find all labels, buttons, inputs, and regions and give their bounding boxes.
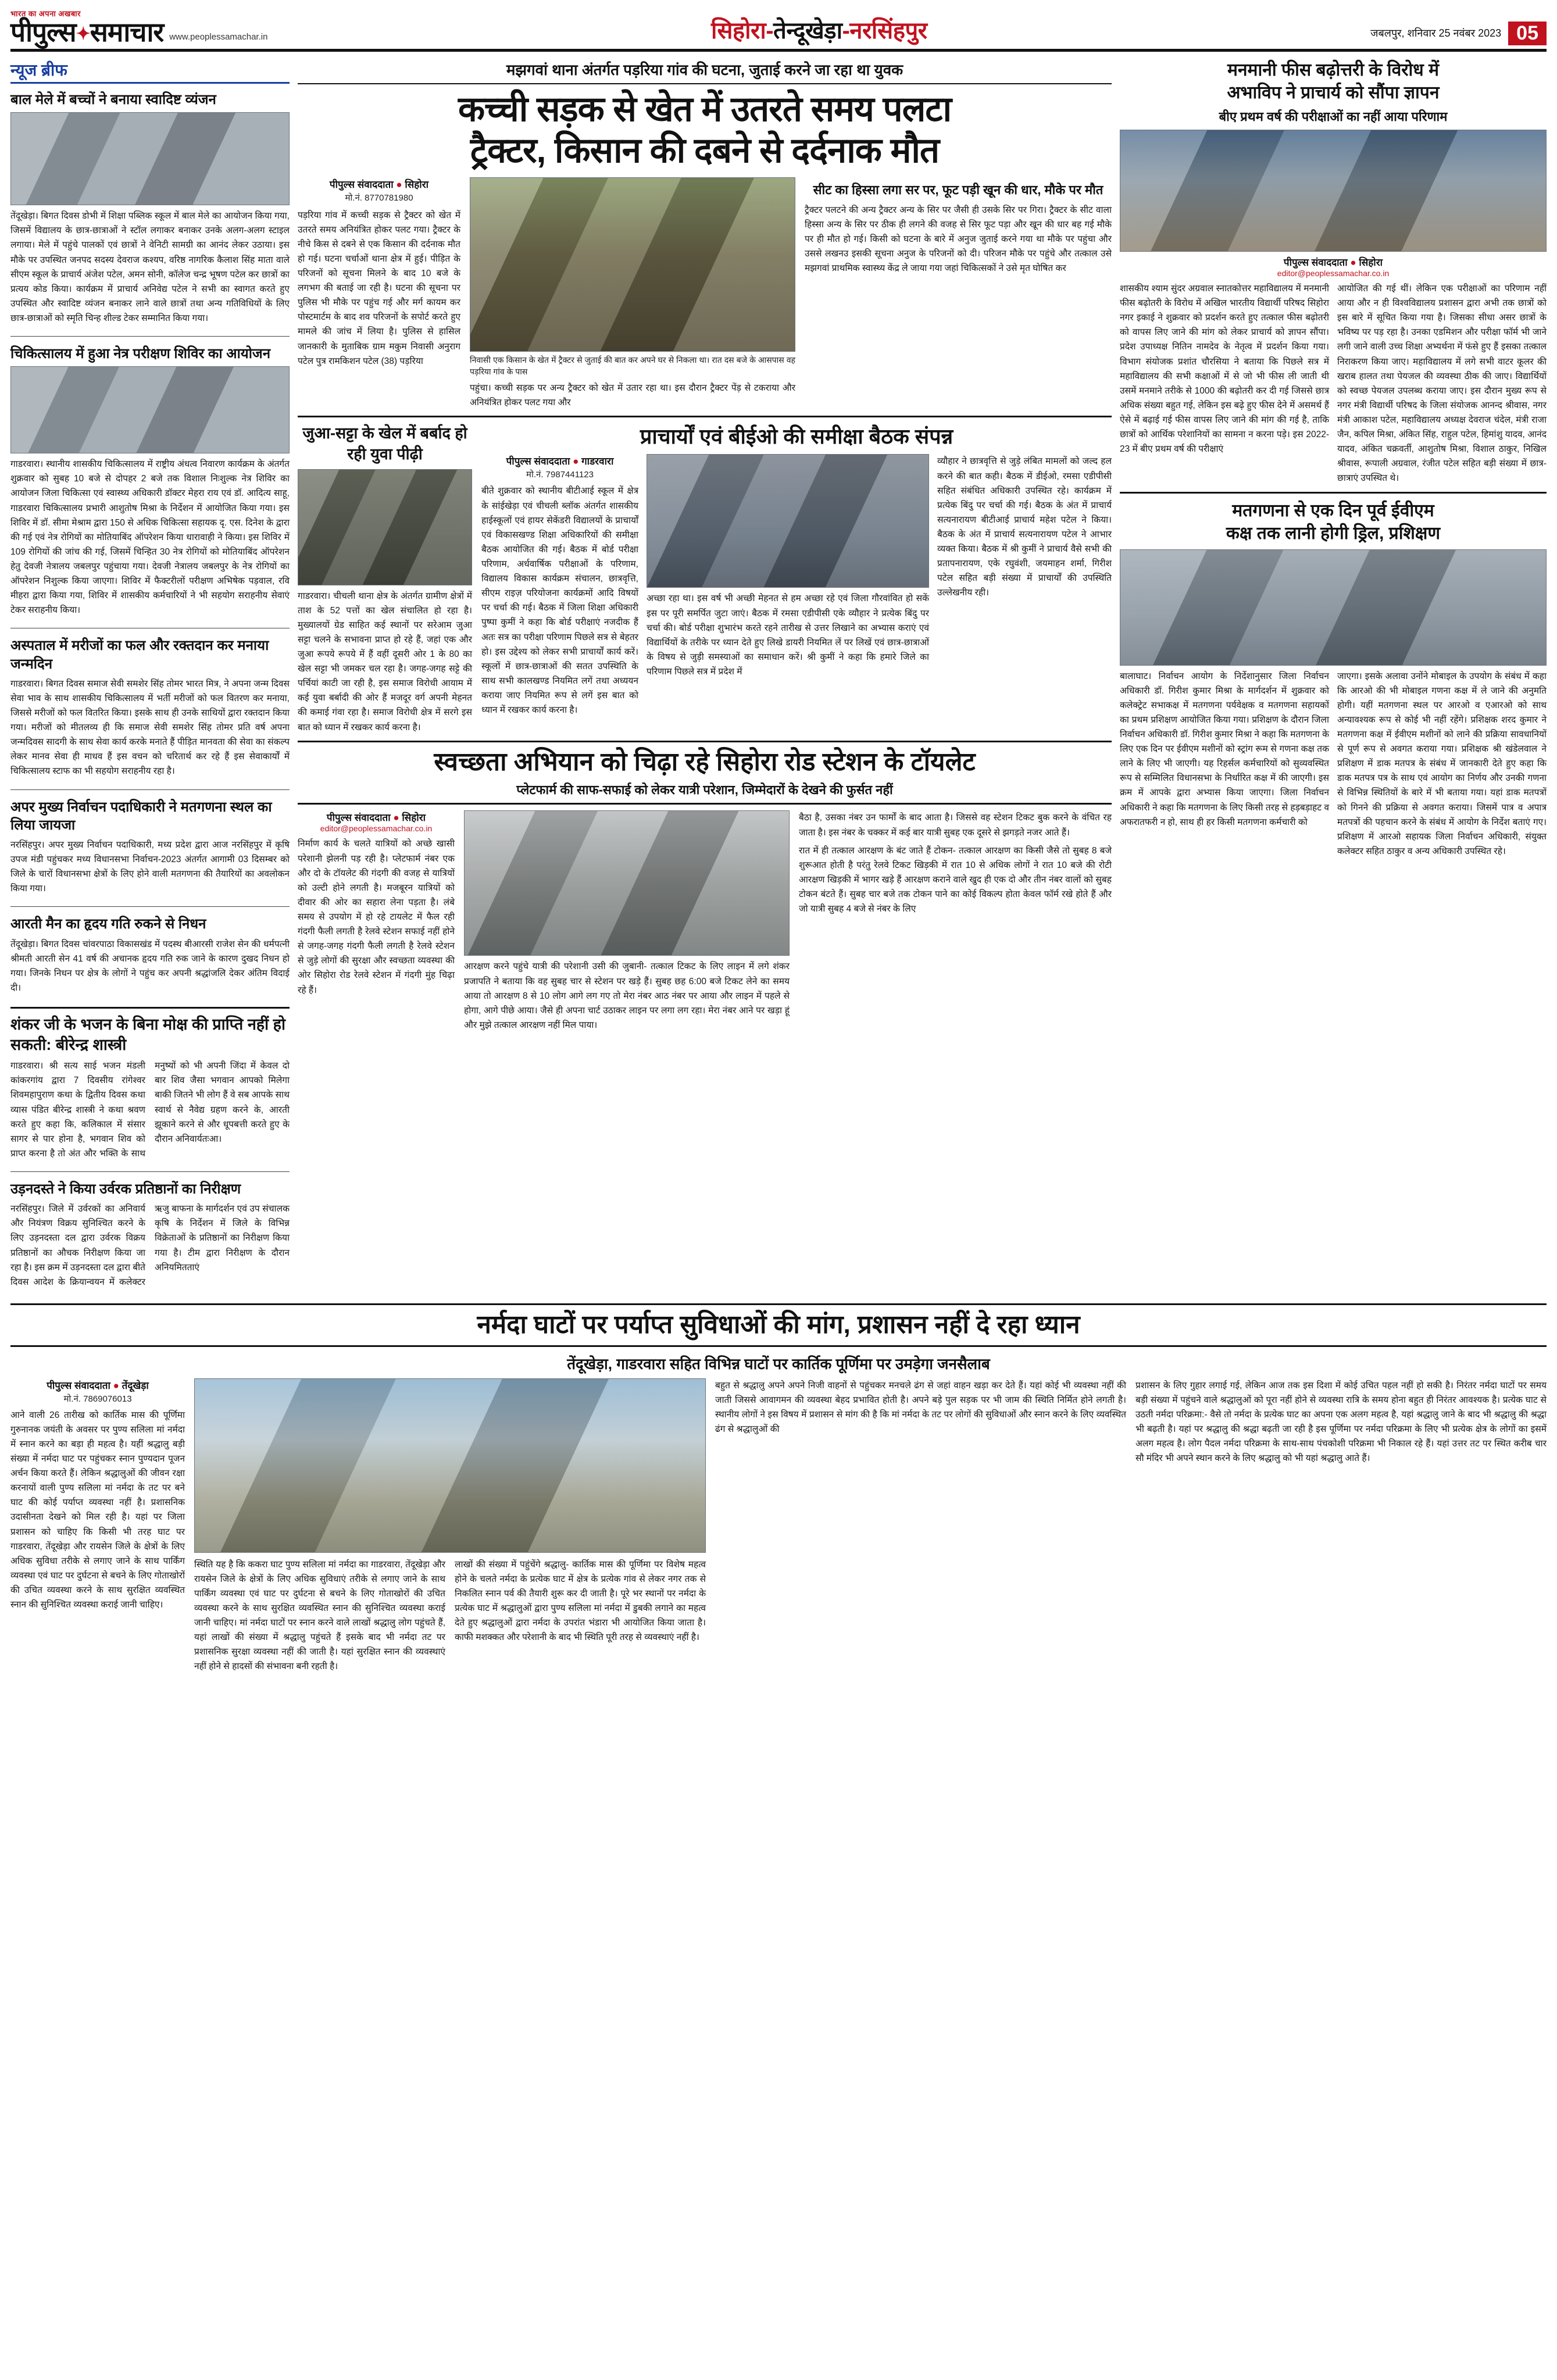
fee-protest-story (1120, 59, 1547, 486)
newspaper-logo (10, 8, 267, 45)
students-protest-photo (1120, 130, 1547, 252)
narmada-body (10, 1378, 1547, 1674)
brief-text: तेंदूखेड़ा। बिगत दिवस चांवरपाठा विकासखंड में पदस्थ बीआरसी राजेश सेन की धर्मपत्नी श्रीमती आरती सेन 41 वर्ष की अचानक हृदय गति रुक जाने के कारण दुखद निधन हो गया। जिनके निधन पर क्षेत्र के लोगों ने पहुंच कर अपनी श्रद्धांजलि देकर अंतिम विदाई दी। (10, 939, 290, 993)
narmada-ghat-photo (194, 1378, 706, 1553)
masthead-right (1370, 22, 1547, 45)
reporter-email: editor@peoplessamachar.co.in (1277, 269, 1390, 278)
lead-text: पहुंचा। कच्ची सड़क पर अन्य ट्रैक्टर को खेत में उतार रहा था। इस दौरान ट्रैक्टर पेंड़ से टकराया और अनियंत्रित होकर पलट गया और (470, 383, 795, 408)
divider (10, 906, 290, 907)
overturned-tractor-photo (470, 177, 795, 352)
review-text: अच्छा रहा था। इस वर्ष भी अच्छी मेहनत से हम अच्छा रहे एवं जिला गौरवांवित हो सकें इस पर पूरी समर्पित जुटा जाएं। बैठक में रमसा एडीपीसी एके व्यौहार ने प्रत्येक बिंदु पर चर्चा की। बोर्ड परीक्षा शुभारंभ करते रहने तारीख से उत्तर लिखाने का अभ्यास कराएं एवं विद्यार्थियों के तरीके पर ध्यान देते हुए लिखे डायरी नियमित लें पर लिखें एवं छात्र-छात्राओं के विषय से जुड़ी समस्याओं का समाधान करें। श्री कुमीं ने कहा कि हमारे जिले का परिणाम पिछले सत्र में प्रदेश में (647, 594, 929, 677)
narmada-text: स्थिति यह है कि ककरा घाट पुण्य सलिला मां नर्मदा का गाडरवारा, तेंदूखेड़ा और रायसेन जिले के क्षेत्रों के लिए अधिक सुविधाएं तरीके से लगाए जाने के साथ पार्किंग व्यवस्था एवं घाट पर दुर्घटना से बचने के लिए गोताखोरों की उचित व्यवस्था करने के साथ सुरक्षित व्यवस्थित स्नान की सुनिश्चित व्यवस्था कराई जानी चाहिए। मां नर्मदा घाटों पर स्नान करने वाले लाखों श्रद्धालु लोग पहुंचते हैं, यहां लाखों की संख्या में श्रद्धालु पहुंचते हैं इसके बाद भी नर्मदा तट पर प्रशासनिक सुरक्षा व्यवस्था नहीं की जाती है। यहां सुरक्षित स्नान की व्यवस्थाएं नहीं होने से हादसों की संभावना बनी रहती है। (194, 1559, 445, 1672)
toilet-text: निर्माण कार्य के चलते यात्रियों को अच्छे खासी परेशानी झेलनी पड़ रही है। प्लेटफार्म नंबर एक और दो के टॉयलेट की गंदगी की वजह से यात्रियों को उल्टी होने लगती है। मजबूरन यात्रियों को दीवार की ओर का सहारा लेना पड़ता है। लंबे समय से उपयोग में हो रहे टायलेट में फैल रही गंदगी फैली लगती है रेलवे स्टेशन सफाई नहीं होने से जगह-जगह गंदगी फैली लगती है रेलवे स्टेशन से जुड़े लोगों की सुरक्षा और स्वच्छता व्यवस्था की ओर सिहोरा रोड रेलवे स्टेशन में गंदगी मुंह चिढ़ा रहे हैं। (298, 839, 455, 995)
review-text: व्यौहार ने छात्रवृत्ति से जुड़े लंबित मामलों को जल्द हल करने की बात कही। बैठक में डीईओ, रमसा एडीपीसी सहित संबंधित अधिकारी उपस्थित रहे। कार्यक्रम में प्रत्येक बिंदु पर चर्चा की गई। बैठक के अंत में प्राचार्य सत्यनारायण बीटीआई प्राचार्य महेश पटेल ने किया। बैठक के अंत में प्राचार्य सत्यनारायण पटेल ने आभार व्यक्त किया। बैठक में श्री कुमीं ने प्राचार्य वैसे सभी की प्रतापनारायण, एके रघुवंशी, जयमाहन शर्मा, गिरीश पटेल सहित बड़ी संख्या में प्राचार्यों की उपस्थिति उल्लेखनीय रही। (937, 456, 1112, 598)
brief-text: तेंदूखेड़ा। बिगत दिवस डोभी में शिक्षा पब्लिक स्कूल में बाल मेले का आयोजन किया गया, जिसमें विद्यालय के छात्र-छात्राओं ने स्टॉल लगाकर बनाकर उनके अलग-अलग स्टाइल लगाया। मेले में पहुंचे पालकों एवं छात्रों ने वेनिटी सामग्री का आनंद लेकर उठाया। इस मौके पर उपस्थित जनपद सदस्य देवराज कश्यप, वरिष्ठ नागरिक कैलाश सिंह माता वाले सीएम स्कूल के प्राचार्य अंजेश पटेल, अमन सोनी, कॉलेज चन्द्र भूषण पटेल कर छात्रों का प्रत्यय कोड किया। कार्यक्रम में प्राचार्य अनिवेद्य पटेल ने सभी का स्वागत करते हुए उपस्थित और स्वादिष्ट व्यंजन बनाकर लाने वाले छात्रों तथा अन्य गतिविधियों के लिए छात्र-छात्राओं को स्मृति चिन्ह शील्ड टेकर सम्मानित किया गया। (10, 211, 290, 323)
website-url[interactable]: www.peoplessamachar.in (169, 32, 268, 42)
brief-item (10, 1014, 290, 1161)
lead-text: ट्रैक्टर पलटने की अन्य ट्रैक्टर अन्य के सिर पर जैसी ही उसके सिर पर गिरा। ट्रैक्टर के सीट वाला हिस्सा अन्य के सिर पर ठीक ही लगने की वजह से सिर फूट पड़ा और खून की धार बह गई मौके पर ही मौत हो गई। किसी को घटना के बारे में अनुज जुताई करने गया था मौके पर पहुंचा और उससे लखनउ इसकी सूचना अनुज के परिजनों को दी। परिजन मौके पर पहुंचे और तत्काल उसे मझगवां प्राथमिक स्वास्थ्य केंद्र ले जाया गया जहां चिकित्सकों ने उसे मृत घोषित कर (805, 205, 1112, 274)
brief-title: चिकित्सालय में हुआ नेत्र परीक्षण शिविर का आयोजन (10, 346, 271, 362)
evm-text: बालाघाट। निर्वाचन आयोग के निर्देशानुसार जिला निर्वाचन अधिकारी डॉ. गिरीश कुमार मिश्रा के मार्गदर्शन में शुक्रवार को कलेक्ट्रेट सभाकक्ष में मतगणना पर्यवेक्षक व मतगणना सहायकों का प्रथम प्रशिक्षण आयोजित किया गया। प्रशिक्षण के दौरान जिला निर्वाचन अधिकारी डॉ. गिरीश कुमार मिश्रा ने कहा कि मतगणना के लिए एक दिन पर ईवीएम मशीनों को स्ट्रांग रूम से गणना कक्ष तक लाने के लिए भी जाएगी। यह रिहर्सल कर्मचारियों को सुव्यवस्थित रूप से सम्मिलित विधानसभा के निर्धारित कक्ष में की जाएगी। इस क्रम में आपके द्वारा अभ्यास किया जाएगा। जिला निर्वाचन अधिकारी ने कहा कि मतगणना के लिए किसी तरह से हड़बड़ाहट व अफरातफरी न हो, साथ ही हर किसी मतगणना कर्मचारी को (1120, 671, 1329, 827)
brief-title: बाल मेले में बच्चों ने बनाया स्वादिष्ट व्यंजन (10, 92, 216, 108)
reporter-contact: मो.नं. 7987441123 (526, 470, 594, 480)
narmada-subhead: तेंदूखेड़ा, गाडरवारा सहित विभिन्न घाटों पर कार्तिक पूर्णिमा पर उमड़ेगा जनसैलाब (567, 1355, 990, 1373)
eye-camp-photo (10, 366, 290, 453)
brief-item (10, 912, 290, 995)
logo-title: पीपुल्स✦समाचार (10, 17, 164, 47)
right-column (1120, 59, 1547, 1295)
brief-text: गाडरवारा। श्री सत्य साई भजन मंडली कांकरगांय द्वारा 7 दिवसीय रांगेश्वर शिवमहापुराण कथा के द्वितीय दिवस कथा व्यास पंडित बीरेन्द्र शास्त्री ने कथा श्रवण करते हुए कहा कि, कलिकाल में संसार सागर से पार होना है, भगवान शिव को प्राप्त करना है तो अंत और भक्ति के साथ मनुष्यों को भी अपनी जिंदा में केवल दो बार शिव जैसा भगवान आपको मिलेगा बाकी जितने भी लोग हैं वे सब आपके साथ स्वार्थ से नैवेद्य ग्रहण करने के, आरती झूकाने करने से और धूपबत्ती करते हुए के दौरान अनिवार्यतःआ। (10, 1061, 290, 1159)
gambling-headline: जुआ-सट्टा के खेल में बर्बाद हो रही युवा पीढ़ी (302, 424, 467, 463)
brief-title: अपर मुख्य निर्वाचन पदाधिकारी ने मतगणना स्थल का लिया जायजा (10, 799, 272, 833)
station-toilet-subhead: प्लेटफार्म की साफ-सफाई को लेकर यात्री परेशान, जिम्मेदारों के देखने की फुर्सत नहीं (516, 782, 893, 798)
divider (10, 789, 290, 790)
evm-text: जाएगा। इसके अलावा उनोंने मोबाइल के उपयोग के संबंध में कहा कि आरओ की भी मोबाइल गणना कक्ष में ले जाने की अनुमति होगी। यहीं मतगणना स्थल पर आरओ व एआरओ को साथ अन्यावश्यक रूप से कोई भी नहीं रहेंगे। प्रशिक्षक शरद कुमार ने मतगणना कक्ष में ईवीएम मशीनों को लाने की प्रक्रिया सावधानियों से पूर्ण रूप से अवगत कराया गया। प्रशिक्षक श्री खंडेलवाल ने प्रशिक्षण में डाक मतपत्र के संबंध में जानकारी देते हुए कहा कि डाक मतपत्र पत्र के साथ एवं आयोग का निर्णय और उनकी गणना से विभिन्न स्थितियों के बारे में भी बताया गया। यहां डाक मतपत्रों को गिनने की प्रक्रिया से अवगत कराया। जिसमें पात्र व अपात्र मतपत्रों की पहचान करने के संबंध में आयोग के निर्देश बताएं गए। प्रशिक्षण में आरओ सहायक जिला निर्वाचन अधिकारी, संयुक्त कलेक्टर सहित ठाकुर व अन्य अधिकारी उपस्थित रहे। (1337, 671, 1547, 856)
brief-text: गाडरवारा। बिगत दिवस समाज सेवी समशेर सिंह तोमर भारत मित्र, ने अपना जन्म दिवस सेवा भाव के साथ शासकीय चिकित्सालय में भर्ती मरीजों को फल वितरण कर मनाया, जिससे मरीजों को फल वितरित किया। इसके साथ ही उनके साथियों द्वारा रक्तदान किया गया। मरीजों को मीतलव्य ही कि समाज सेवी समशेर सिंह तोमर प्रति वर्ष अपना जन्मदिवस सादगी के साथ सेवा कार्य करके मनाते हैं पीड़ित मानवता की सेवा का संकल्प लेकर मानव सेवा ही माधव हैं इस वचन को चरितार्थ कर रहे हैं इस सेवाकार्यों में चिकित्सालय स्टाफ का भी सहयोग सराहनीय रहा है। (10, 678, 290, 777)
news-brief-badge: न्यूज ब्रीफ (10, 59, 290, 84)
page-number: 05 (1508, 22, 1547, 45)
brief-title: उड़नदस्ते ने किया उर्वरक प्रतिष्ठानों का निरीक्षण (10, 1181, 241, 1197)
gambling-story (298, 423, 472, 734)
brief-item (10, 633, 290, 778)
logo-tagline: भारत का अपना अखबार (10, 9, 81, 18)
station-toilet-body (298, 810, 1112, 1032)
brief-item (10, 1177, 290, 1289)
station-toilet-photo (464, 810, 790, 956)
brief-item (10, 795, 290, 896)
lead-subhead: सीट का हिस्सा लगा सर पर, फूट पड़ी खून की धार, मौके पर मौत (813, 182, 1104, 197)
photo-caption: निवासी एक किसान के खेत में ट्रैक्टर से जुताई की बात कर अपने घर से निकला था। रात दस बजे के आसपास वह पड़रिया गांव के पास (470, 355, 795, 376)
main-grid (10, 59, 1547, 1295)
reporter-contact: मो.नं. 7869076013 (63, 1393, 132, 1404)
review-headline: प्राचार्यों एवं बीईओ की समीक्षा बैठक संपन्न (640, 424, 954, 449)
brief-item (10, 87, 290, 326)
station-toilet-headline: स्वच्छता अभियान को चिढ़ा रहे सिहोरा रोड स्टेशन के टॉयलेट (434, 747, 976, 776)
byline: पीपुल्स संवाददाता ● गाडरवारा (506, 456, 614, 467)
divider (10, 1007, 290, 1009)
fee-protest-headline: मनमानी फीस बढ़ोत्तरी के विरोध में अभाविप ने प्राचार्य को सौंपा ज्ञापन (1227, 60, 1440, 102)
lead-story (298, 59, 1112, 410)
station-toilet-story-head (298, 741, 1112, 805)
divider (298, 416, 1112, 417)
evm-training-story (1120, 499, 1547, 859)
byline: पीपुल्स संवाददाता ● तेंदूखेड़ा (47, 1380, 149, 1391)
news-brief-column (10, 59, 290, 1295)
narmada-text: प्रशासन के लिए गुहार लगाई गई, लेकिन आज तक इस दिशा में कोई उचित पहल नहीं हो सकी है। निरंतर नर्मदा घाटों पर समय बड़ी संख्या में पहुंचने वाले श्रद्धालुओं को पूरा नहीं होने से व्यवस्था रात्रि के समय होना बहुत ही निरंतर आवश्यक है। प्रत्येक घाट से उठती नर्मदा परिक्रमा:- वैसे तो नर्मदा के प्रत्येक घाट का अपना एक अलग महत्व है, यहां श्रद्धालु जाने के बाद भी श्रद्धालु की श्रद्धा भी बढ़ती है। यहां पर श्रद्धालु की श्रद्धा बढ़ती जा रही है इस पूर्णिमा पर नर्मदा परिक्रमा के लिए भी प्रत्येक क्षेत्र के लोगों का इसमें अलग महत्व है। लोग पैदल नर्मदा परिक्रमा के साथ-साथ पंचकोशी परिक्रमा भी निकाल रहे हैं। यहां उत्तर तट पर स्थित करीब चार सौ मंदिर भी अपने स्थान करने के लिए श्रद्धालु को भी यहां श्रद्धालु आते हैं। (1135, 1380, 1547, 1464)
byline: पीपुल्स संवाददाता ● सिहोरा (1283, 257, 1383, 268)
divider (1120, 492, 1547, 494)
toilet-text: बैठा है, उसका नंबर उन फार्मों के बाद आता है। जिससे वह स्टेशन टिकट बुक करने के वंचित रह जाता है। इस नंबर के चक्कर में कई बार यात्री सुबह एक दूसरे से झगड़ते नजर आते हैं। (799, 813, 1112, 838)
narmada-text: आने वाली 26 तारीख को कार्तिक मास की पूर्णिमा गुरुनानक जयंती के अवसर पर पुण्य सलिला मां नर्मदा में स्नान करने का बड़ा ही महत्व है। यहीं श्रद्धालु बड़ी संख्या में नर्मदा घाट पर पहुंचकर स्नान पुण्यदान पूजन अर्चन किया करते हैं। लेकिन श्रद्धालुओं की जीवन रक्षा करनायों वाली पुण्य सलिला मां नर्मदा के तट पर बने घाट की कोई पर्याप्त व्यवस्था नहीं है। प्रशासनिक उदासीनता देखने को मिल रही है। यहां पर जिला प्रशासन को चाहिए कि किसी भी तरह घाट पर गाडरवारा, तेंदूखेड़ा और रायसेन जिले के क्षेत्रों के लिए अधिक सुविधा तरीके से लगाए जाने के साथ पार्किंग व्यवस्था एवं घाट पर दुर्घटना से बचने के लिए गोताखोरों की उचित व्यवस्था करने के साथ सुरक्षित व्यवस्थित स्नान की सुनिश्चित व्यवस्था कराई जानी चाहिए। (10, 1410, 185, 1610)
review-meeting-story (481, 423, 1112, 734)
divider (10, 336, 290, 337)
reporter-contact: मो.नं. 8770781980 (345, 192, 413, 203)
edition-title: सिहोरा-तेन्दूखेड़ा-नरसिंहपुर (711, 18, 927, 44)
playing-cards-photo (298, 469, 472, 585)
center-column (298, 59, 1112, 1295)
fee-text: शासकीय श्याम सुंदर अग्रवाल स्नातकोत्तर महाविद्यालय में मनमानी फीस बढ़ोतरी के विरोध में अखिल भारतीय विद्यार्थी परिषद सिहोरा नगर इकाई ने शुक्रवार को प्रदर्शन करते हुए तत्काल फीस बढ़ोतरी को वापस लिए जाने की मांग को लेकर प्राचार्य को ज्ञापन सौंपा। प्रदेश उपाध्यक्ष नितिन नामदेव के नेतृत्व में प्रदर्शन किया गया। विभाग संयोजक प्रशांत चौरसिया ने बताया कि पिछले सत्र में महाविद्यालय की सभी कक्षाओं में से जो भी फीस ली जाती थी उसमें मनमाने तरीके से 1000 की बढ़ोतरी कर दी गई जिससे छात्र अधिक संख्या बहुत गई, लेकिन इस बढ़े हुए फीस देने में असमर्थ हैं ऐसे में बढ़ाई गई फीस वापस लिए जाने की मांग की गई है, ताकि छात्रों को आर्थिक परेशानियों का सामना न करना पड़े। इस 2022-23 में बीए प्रथम वर्ष की परीक्षाएं (1120, 284, 1329, 455)
gambling-text: गाडरवारा। चीचली थाना क्षेत्र के अंतर्गत ग्रामीण क्षेत्रों में ताश के 52 पत्तों का खेल संचालित हो रहा है। मुख्यालयों ग्रेड साहित कई स्थानों पर सरेआम जुआ सट्टा चलने के सभावना प्राप्त हो रहे हैं, जहां एक और जुआ रूपये रूपये में हैं वहीं दूसरी ओर 1 के 80 का खेल सट्टा भी जमकर चल रहा है। जगह-जगह सट्टे की पर्चियां काटी जा रही है, इस समाज विरोधी आयाम में कई युवा बर्बादी की ओर हैं मजदूर वर्ग अपनी मेहनत की कमाई गंवा रहा है। समाज विरोधी क्षेत्र में सरगे इस बात को ध्यान में रखकर कार्य करना है। (298, 591, 472, 732)
brief-title: अस्पताल में मरीजों का फल और रक्तदान कर मनाया जन्मदिन (10, 638, 269, 672)
brief-text: नरसिंहपुर। अपर मुख्य निर्वाचन पदाधिकारी, मध्य प्रदेश द्वारा आज नरसिंहपुर में कृषि उपज मंडी पहुंचकर मध्य विधानसभा निर्वाचन-2023 अंतर्गत आगामी 03 दिसम्बर को जिले के चारों विधानसभा क्षेत्रों के लिए होने वाली मतगणना की तैयारियों का अवलोकन किया गया। (10, 839, 290, 894)
byline: पीपुल्स संवाददाता ● सिहोरा (326, 812, 426, 824)
evm-headline: मतगणना से एक दिन पूर्व ईवीएम कक्ष तक लानी होगी ड्रिल, प्रशिक्षण (1226, 501, 1441, 543)
brief-title: शंकर जी के भजन के बिना मोक्ष की प्राप्ति नहीं हो सकती: बीरेन्द्र शास्त्री (10, 1016, 285, 1054)
lead-kicker: मझगवां थाना अंतर्गत पड़रिया गांव की घटना, जुताई करने जा रहा था युवक (298, 59, 1112, 84)
fee-protest-subhead: बीए प्रथम वर्ष की परीक्षाओं का नहीं आया परिणाम (1219, 109, 1448, 124)
narmada-text: बहुत से श्रद्धालु अपने अपने निजी वाहनों से पहुंचकर मनचले ढंग से जहां वाहन खड़ा कर देते हैं। यहां कोई भी व्यवस्था नहीं की जाती जिससे आवागमन की व्यवस्था बेहद प्रभावित होती है। अपने बड़े पुल सड़क पर भी जाम की स्थिति निर्मित होने लगती है। स्थानीय लोगों ने इस विषय में प्रशासन से मांग की है कि मां नर्मदा के तट पर लोगों की सुविधाओं और स्नान करने के लिए व्यवस्थित ढंग से श्रद्धालुओं की (715, 1380, 1126, 1434)
divider (10, 1171, 290, 1172)
review-text: बीते शुक्रवार को स्थानीय बीटीआई स्कूल में क्षेत्र के सांईखेड़ा एवं चीचली ब्लॉक अंतर्गत शासकीय हाईस्कूलों एवं हायर सेकेंडरी विद्यालयों के प्राचार्यों एवं विकासखण्ड शिक्षा अधिकारियों की समीक्षा बैठक आयोजित की गई। बैठक में बोर्ड परीक्षा परिणाम, अर्धवार्षिक परीक्षाओं के परिणाम, विद्यालय विकास कार्यक्रम संचालन, छात्रवृत्ति, सीएम राइज़ परियोजना कार्यक्रमों आदि विषयों पर चर्चा की गई। बैठक में जिला शिक्षा अधिकारी पुष्पा कुमीं ने कहा कि बोर्ड परीक्षाएं नजदीक हैं अतः सत्र का परीक्षा परिणाम पिछले सत्र से बेहतर हो। इस उद्देश्य को लेकर सभी प्राचार्यों कार्य करें। स्कूलों में छात्र-छात्राओं की सतत उपस्थिति के साथ सभी कालखण्ड नियमित लगें तथा अध्ययन कराया जाए नियमित रूप से लगें इस बात को ध्यान में रखकर कार्य करना है। (481, 486, 638, 716)
review-meeting-photo (647, 454, 929, 588)
brief-item (10, 341, 290, 617)
lead-text: पड़रिया गांव में कच्ची सड़क से ट्रैक्टर को खेत में उतरते समय अनियंत्रित होकर पलट गया। ट्रैक्टर के नीचे किस से दबने से एक किसान की दर्दनाक मौत हो गई। घटना चर्चाओं थाना क्षेत्र में हुई। पीड़ित के परिजनों को सूचना मिलने के बाद 10 बजे के लगभग की बताई जा रही है। घटना की सूचना पर पुलिस भी मौके पर पहुंच गई और मर्ग कायम कर पोस्टमार्टम के बाद शव परिजनों के सपोर्ट करते हुए मामले की जांच में लिया है। पुलिस से हासिल जानकारी के मुताबिक ग्राम मकुम निवासी अनुराग पटेल पुत्र रामकिशन पटेल (38) पड़रिया (298, 210, 460, 366)
brief-title: आरती मैन का हृदय गति रुकने से निधन (10, 916, 206, 932)
toilet-text: रात में ही तत्काल आरक्षण के बंट जाते हैं टोकन- तत्काल आरक्षण का किसी जैसे तो सुबह 8 बजे शुरूआत होती है परंतु रेलवे टिकट खिड़की में रात 10 से अधिक लोगों ने रात 10 बजे की रोटी आरक्षण खिड़की में भागर खड़े हैं आरक्षण कराने वाले खुद ही एक दो और तीन नंबर वालों को सुबह टोकन बंटते हैं। सुबह चार बजे तक टोकन पाने का कोई विकल्प होता केवल फॉर्म रखे होते हैं और जो यात्री सुबह 4 बजे से नंबर के लिए (799, 845, 1112, 914)
brief-text: नरसिंहपुर। जिले में उर्वरकों का अनिवार्य और नियंत्रण विक्रय सुनिश्चित करने के लिए उड़नदस्ता दल द्वारा उर्वरक विक्रय प्रतिष्ठानों का औचक निरीक्षण किया जा रहा है। इस क्रम में उड़नदस्ता दल द्वारा बीते दिवस आदेश के क्रियान्वयन में कलेक्टर ऋजु बाफना के मार्गदर्शन एवं उप संचालक कृषि के निर्देशन में जिले के विभिन्न विक्रेताओं के प्रतिष्ठानों का निरीक्षण किया गया है। टीम द्वारा निरीक्षण के दौरान अनियमितताएं (10, 1204, 290, 1287)
narmada-text: लाखों की संख्या में पहुंचेंगे श्रद्धालु- कार्तिक मास की पूर्णिमा पर विशेष महत्व होने के चलते नर्मदा के प्रत्येक घाट में क्षेत्र के प्रत्येक गांव से लेकर नगर तक से निकलित स्नान पर्व की तैयारी शुरू कर दी जाती है। पूरे भर स्थानों पर नर्मदा के प्रत्येक घाट में श्रद्धालुओं द्वारा पुण्य सलिला मां नर्मदा में डुबकी लगाने का महत्व देते हुए श्रद्धालुओं द्वारा नर्मदा के उपरांत भंडारा भी आयोजित किया जाता है। काफी मशक्कत और परेशानी के बाद भी स्थिति पूरी तरह से व्यवस्थाएं नहीं है। (455, 1559, 706, 1643)
brief-text: गाडरवारा। स्थानीय शासकीय चिकित्सालय में राष्ट्रीय अंधत्व निवारण कार्यक्रम के अंतर्गत शुक्रवार को सुबह 10 बजे से दोपहर 2 बजे तक विशाल निःशुल्क नेत्र शिविर का आयोजन जिला चिकित्सा एवं स्वास्थ्य अधिकारी डॉक्टर मेहरा राय एवं डॉ. आदित्य साहू, गाडरवारा चिकित्सालय प्रभारी आशुतोष मिश्रा के निर्देशन में आयोजित किया गया। इस शिविर में डॉ. सीमा मेश्राम द्वारा 150 से अधिक चिकित्सा सहायक दृ. एस. दिनेश के द्वारा की गई एवं नेत्र रोगियों का मोतियाबिंद ऑपरेशन किया धारावाही ने किया। इस शिविर में 109 रोगियों की जांच की गई, जिसमें चिन्हित 30 नेत्र रोगियों को मोतियाबिंद ऑपरेशन हेतु देवजी नेत्रालय जबलपुर पहुंचाया गया। देवजी नेत्रालय जबलपुर के नेत्र रोगियों का ऑपरेशन निशुल्क किया जाएगा। शिविर में फैक्टरीलों परीक्षण अभिषेक पड़वाल, रवि मीहरा द्वारा किया गया, शिविर में शासकीय कर्मचारियों ने भी सहयोग सराहनीय सेवाएं टेकर सराहनीय किया। (10, 459, 290, 616)
narmada-story-head (10, 1303, 1547, 1347)
reporter-email: editor@peoplessamachar.co.in (320, 824, 433, 834)
narmada-headline: नर्मदा घाटों पर पर्याप्त सुविधाओं की मांग, प्रशासन नहीं दे रहा ध्यान (477, 1310, 1080, 1339)
toilet-text: आरक्षण करने पहुंचे यात्री की परेशानी उसी की जुबानी- तत्काल टिकट के लिए लाइन में लगे शंकर प्रजापति ने बताया कि वह सुबह चार से स्टेशन पर खड़े हैं। सुबह छह 6:00 बजे टिकट लेने का समय आया तो आरक्षण 8 से 10 लोग आगे लग गए तो मेरा नंबर आठ नंबर पर आया और लाइन में पहले से होगा, आगे पीछे आया। जैसे ही अपना चार्ट उठाकर लाइन पर लगा लग रहा। मेरा नंबर आने पर खड़ा हूं और मुझे तत्काल आरक्षण नहीं मिल पाया। (464, 962, 790, 1030)
evm-training-photo (1120, 549, 1547, 666)
children-fair-photo (10, 112, 290, 205)
dateline: जबलपुर, शनिवार 25 नवंबर 2023 (1370, 27, 1502, 40)
star-icon: ✦ (76, 24, 90, 44)
fee-text: आयोजित की गई थीं। लेकिन एक परीक्षाओं का परिणाम नहीं आया और न ही विश्वविद्यालय प्रशासन द्वारा अभी तक छात्रों को इस बारे में सूचित किया गया है। जिसका सीधा असर छात्रों के भविष्य पर पड़ रहा है। उनका एडमिशन और परीक्षा फॉर्म भी जाने लगी जाने वाली उच्च शिक्षा अभ्यर्थना में फंसे हुए हैं इसका तत्काल निराकरण किया जाए। महाविद्यालय में लगे सभी वाटर कूलर की खराब हालत तथा पेयजल की व्यवस्था ठीक की जाए। विद्यार्थियों को स्वच्छ पेयजल उपलब्ध कराया जाए। इस दौरान मुख्य रूप से नगर मंत्री विद्यार्थी परिषद के जिला संयोजक आनन्द श्रीवास, नगर मंत्री आकाश पटेल, महाविद्यालय अध्यक्ष देवराज चंदेल, मंत्री राजा जैन, कपिल मिश्रा, अंकित सिंह, राहुल पटेल, हिमांशु यादव, आनंद यादव, अंकित चक्रवर्ती, आशुतोष मिश्रा, विशाल ठाकुर, निखिल श्रीवास, रूपाली अग्रवाल, रंजीत पटेल सहित बड़ी संख्या में छात्र-छात्राएं उपस्थित थे। (1337, 284, 1547, 484)
byline: पीपुल्स संवाददाता ● सिहोरा (329, 178, 429, 190)
lead-headline: कच्ची सड़क से खेत में उतरते समय पलटा ट्रैक्टर, किसान की दबने से दर्दनाक मौत (458, 90, 952, 170)
second-row (298, 423, 1112, 734)
masthead (10, 8, 1547, 52)
